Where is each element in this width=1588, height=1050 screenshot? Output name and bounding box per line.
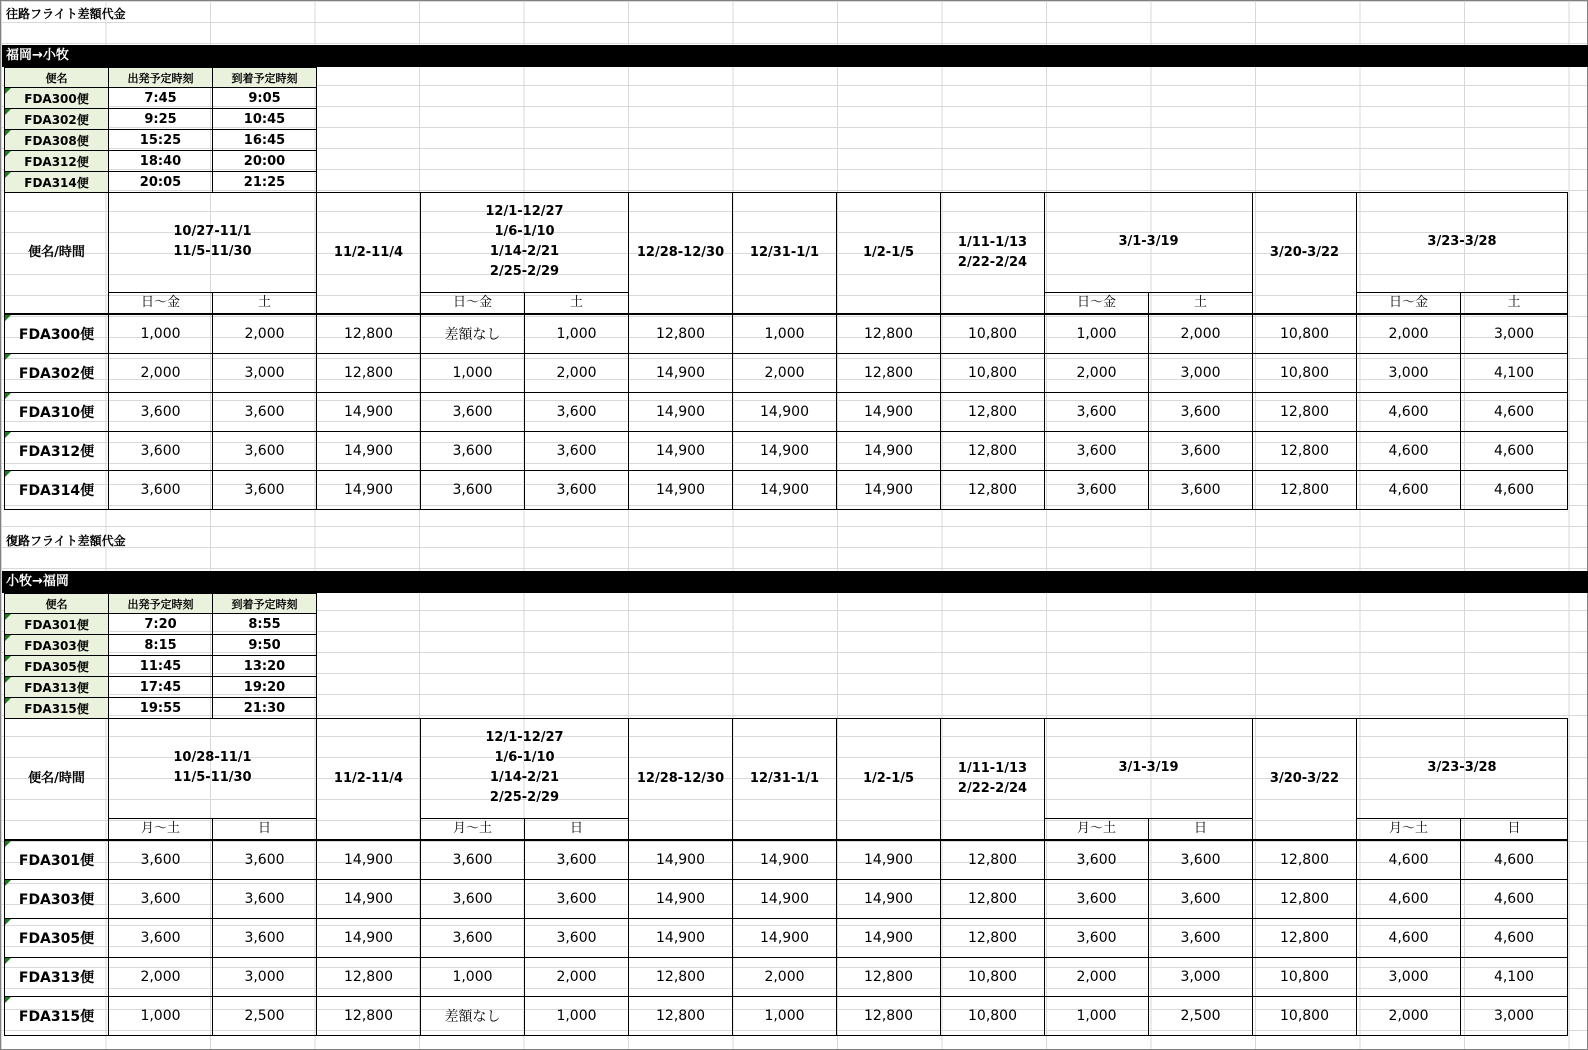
fare-value: 3,600 bbox=[109, 432, 213, 471]
period-header: 3/20-3/22 bbox=[1253, 193, 1357, 315]
fare-value: 3,600 bbox=[1149, 393, 1253, 432]
fare-value: 3,600 bbox=[213, 919, 317, 958]
fare-value: 1,000 bbox=[421, 958, 525, 997]
fare-value: 3,600 bbox=[1045, 471, 1149, 510]
fare-row bbox=[5, 880, 1568, 919]
fare-value: 12,800 bbox=[1253, 471, 1357, 510]
fare-row bbox=[5, 432, 1568, 471]
fare-row bbox=[5, 354, 1568, 393]
fare-value: 3,000 bbox=[1461, 997, 1568, 1036]
fare-flight-name: FDA310便 bbox=[5, 393, 109, 432]
schedule-header: 到着予定時刻 bbox=[213, 68, 317, 88]
fare-flight-name: FDA301便 bbox=[5, 840, 109, 880]
period-header: 12/1-12/27 1/6-1/10 1/14-2/21 2/25-2/29 bbox=[421, 719, 629, 819]
schedule-row bbox=[5, 614, 317, 635]
schedule-row bbox=[5, 656, 317, 677]
day-subheader: 日～金 bbox=[421, 292, 525, 314]
flight-name: FDA308便 bbox=[5, 130, 109, 151]
flight-name: FDA301便 bbox=[5, 614, 109, 635]
day-subheader: 日 bbox=[1149, 818, 1253, 840]
flight-name: FDA300便 bbox=[5, 88, 109, 109]
fare-value: 4,100 bbox=[1461, 354, 1568, 393]
fare-value: 2,000 bbox=[1045, 958, 1149, 997]
fare-value: 3,600 bbox=[525, 432, 629, 471]
day-subheader: 月～土 bbox=[1357, 818, 1461, 840]
flight-name: FDA302便 bbox=[5, 109, 109, 130]
fare-value: 2,000 bbox=[525, 958, 629, 997]
fare-value: 4,600 bbox=[1357, 880, 1461, 919]
flight-name: FDA312便 bbox=[5, 151, 109, 172]
fare-value: 12,800 bbox=[837, 354, 941, 393]
fare-flight-name: FDA305便 bbox=[5, 919, 109, 958]
departure-time: 7:20 bbox=[109, 614, 213, 635]
flight-name: FDA303便 bbox=[5, 635, 109, 656]
fare-value: 14,900 bbox=[733, 880, 837, 919]
fare-value: 1,000 bbox=[1045, 997, 1149, 1036]
schedule-row bbox=[5, 635, 317, 656]
schedule-row bbox=[5, 130, 317, 151]
period-header: 3/1-3/19 bbox=[1045, 193, 1253, 293]
fare-value: 12,800 bbox=[317, 997, 421, 1036]
fare-value: 14,900 bbox=[733, 393, 837, 432]
fare-value: 3,000 bbox=[1149, 354, 1253, 393]
fare-value: 3,600 bbox=[421, 919, 525, 958]
fare-value: 14,900 bbox=[837, 880, 941, 919]
day-subheader: 月～土 bbox=[421, 818, 525, 840]
fare-value: 3,600 bbox=[109, 840, 213, 880]
arrival-time: 19:20 bbox=[213, 677, 317, 698]
fare-value: 1,000 bbox=[109, 314, 213, 354]
fare-value: 1,000 bbox=[525, 997, 629, 1036]
arrival-time: 21:30 bbox=[213, 698, 317, 719]
period-header: 3/20-3/22 bbox=[1253, 719, 1357, 841]
fare-value: 14,900 bbox=[733, 840, 837, 880]
fare-value: 12,800 bbox=[837, 314, 941, 354]
fare-value: 1,000 bbox=[733, 314, 837, 354]
return-schedule-table bbox=[4, 593, 317, 719]
period-header: 12/1-12/27 1/6-1/10 1/14-2/21 2/25-2/29 bbox=[421, 193, 629, 293]
arrival-time: 8:55 bbox=[213, 614, 317, 635]
fare-value: 14,900 bbox=[629, 919, 733, 958]
day-subheader: 月～土 bbox=[109, 818, 213, 840]
fare-row bbox=[5, 840, 1568, 880]
return-route-bar: 小牧→福岡 bbox=[2, 571, 1588, 593]
fare-value: 3,000 bbox=[213, 354, 317, 393]
fare-value: 12,800 bbox=[941, 471, 1045, 510]
fare-value: 14,900 bbox=[629, 840, 733, 880]
flight-name: FDA315便 bbox=[5, 698, 109, 719]
fare-flight-name: FDA314便 bbox=[5, 471, 109, 510]
fare-value: 2,500 bbox=[1149, 997, 1253, 1036]
fare-value: 12,800 bbox=[837, 958, 941, 997]
fare-value: 4,600 bbox=[1357, 919, 1461, 958]
fare-value: 2,000 bbox=[1149, 314, 1253, 354]
fare-flight-name: FDA303便 bbox=[5, 880, 109, 919]
departure-time: 11:45 bbox=[109, 656, 213, 677]
fare-flight-name: FDA302便 bbox=[5, 354, 109, 393]
fare-value: 3,000 bbox=[1461, 314, 1568, 354]
departure-time: 9:25 bbox=[109, 109, 213, 130]
arrival-time: 9:05 bbox=[213, 88, 317, 109]
arrival-time: 20:00 bbox=[213, 151, 317, 172]
fare-value: 3,000 bbox=[1357, 354, 1461, 393]
fare-value: 2,000 bbox=[1357, 314, 1461, 354]
schedule-row bbox=[5, 172, 317, 193]
fare-value: 2,000 bbox=[1045, 354, 1149, 393]
fare-value: 12,800 bbox=[1253, 393, 1357, 432]
fare-value: 10,800 bbox=[941, 958, 1045, 997]
fare-value: 3,600 bbox=[213, 840, 317, 880]
schedule-header: 便名 bbox=[5, 68, 109, 88]
fare-value: 2,000 bbox=[733, 354, 837, 393]
fare-value: 12,800 bbox=[629, 997, 733, 1036]
day-subheader: 土 bbox=[1461, 292, 1568, 314]
flight-name: FDA313便 bbox=[5, 677, 109, 698]
fare-value: 14,900 bbox=[837, 471, 941, 510]
fare-value: 3,600 bbox=[109, 471, 213, 510]
fare-flight-name: FDA313便 bbox=[5, 958, 109, 997]
fare-value: 12,800 bbox=[1253, 840, 1357, 880]
fare-value: 12,800 bbox=[629, 314, 733, 354]
fare-value: 3,600 bbox=[1149, 840, 1253, 880]
day-subheader: 土 bbox=[525, 292, 629, 314]
fare-value: 2,000 bbox=[109, 354, 213, 393]
departure-time: 20:05 bbox=[109, 172, 213, 193]
fare-value: 4,100 bbox=[1461, 958, 1568, 997]
fare-value: 3,600 bbox=[1149, 432, 1253, 471]
fare-row bbox=[5, 919, 1568, 958]
period-header: 12/31-1/1 bbox=[733, 193, 837, 315]
fare-value: 12,800 bbox=[941, 840, 1045, 880]
schedule-header: 便名 bbox=[5, 594, 109, 614]
arrival-time: 13:20 bbox=[213, 656, 317, 677]
fare-value: 4,600 bbox=[1461, 471, 1568, 510]
fare-value: 14,900 bbox=[317, 471, 421, 510]
day-subheader: 土 bbox=[1149, 292, 1253, 314]
fare-value: 1,000 bbox=[525, 314, 629, 354]
arrival-time: 9:50 bbox=[213, 635, 317, 656]
fare-value: 3,600 bbox=[525, 840, 629, 880]
day-subheader: 月～土 bbox=[1045, 818, 1149, 840]
return-title: 復路フライト差額代金 bbox=[6, 534, 126, 548]
departure-time: 15:25 bbox=[109, 130, 213, 151]
fare-value: 2,000 bbox=[733, 958, 837, 997]
fare-value: 14,900 bbox=[837, 432, 941, 471]
fare-value: 12,800 bbox=[629, 958, 733, 997]
period-header: 10/28-11/1 11/5-11/30 bbox=[109, 719, 317, 819]
fare-value: 3,600 bbox=[525, 880, 629, 919]
outbound-schedule-table bbox=[4, 67, 317, 193]
schedule-row bbox=[5, 151, 317, 172]
fare-value: 3,600 bbox=[525, 471, 629, 510]
fare-value: 14,900 bbox=[317, 432, 421, 471]
period-header: 12/28-12/30 bbox=[629, 719, 733, 841]
departure-time: 19:55 bbox=[109, 698, 213, 719]
fare-value: 14,900 bbox=[629, 471, 733, 510]
fare-value: 14,900 bbox=[629, 880, 733, 919]
outbound-route-bar: 福岡→小牧 bbox=[2, 45, 1588, 67]
fare-value: 4,600 bbox=[1461, 840, 1568, 880]
flight-name: FDA305便 bbox=[5, 656, 109, 677]
fare-value: 10,800 bbox=[1253, 354, 1357, 393]
fare-value: 3,600 bbox=[1045, 880, 1149, 919]
fare-flight-name: FDA300便 bbox=[5, 314, 109, 354]
fare-value: 4,600 bbox=[1357, 471, 1461, 510]
fare-value: 12,800 bbox=[941, 880, 1045, 919]
period-header: 11/2-11/4 bbox=[317, 193, 421, 315]
fare-value: 10,800 bbox=[1253, 314, 1357, 354]
fare-value: 14,900 bbox=[629, 432, 733, 471]
fare-value: 4,600 bbox=[1357, 393, 1461, 432]
period-header: 1/2-1/5 bbox=[837, 193, 941, 315]
period-header: 12/31-1/1 bbox=[733, 719, 837, 841]
fare-value: 3,600 bbox=[1149, 919, 1253, 958]
fare-value: 3,600 bbox=[421, 880, 525, 919]
fare-value: 2,500 bbox=[213, 997, 317, 1036]
fare-value: 14,900 bbox=[317, 840, 421, 880]
fare-value: 14,900 bbox=[837, 393, 941, 432]
fare-value: 14,900 bbox=[317, 919, 421, 958]
departure-time: 8:15 bbox=[109, 635, 213, 656]
fare-value: 2,000 bbox=[109, 958, 213, 997]
fare-value: 3,600 bbox=[1149, 880, 1253, 919]
fare-value: 3,600 bbox=[525, 393, 629, 432]
fare-value: 3,600 bbox=[213, 432, 317, 471]
outbound-title: 往路フライト差額代金 bbox=[6, 7, 126, 21]
fare-value: 3,600 bbox=[1045, 919, 1149, 958]
arrival-time: 10:45 bbox=[213, 109, 317, 130]
period-header: 1/2-1/5 bbox=[837, 719, 941, 841]
fare-value: 3,000 bbox=[1357, 958, 1461, 997]
schedule-header: 出発予定時刻 bbox=[109, 594, 213, 614]
fare-value: 3,000 bbox=[1149, 958, 1253, 997]
fare-value: 12,800 bbox=[941, 393, 1045, 432]
fare-value: 3,600 bbox=[1045, 393, 1149, 432]
day-subheader: 日 bbox=[1461, 818, 1568, 840]
period-header: 1/11-1/13 2/22-2/24 bbox=[941, 193, 1045, 315]
fare-value: 14,900 bbox=[317, 393, 421, 432]
fare-row bbox=[5, 997, 1568, 1036]
day-subheader: 日 bbox=[213, 818, 317, 840]
fare-value: 3,600 bbox=[1149, 471, 1253, 510]
fare-value: 14,900 bbox=[317, 880, 421, 919]
fare-value: 4,600 bbox=[1357, 840, 1461, 880]
fare-value: 3,600 bbox=[213, 880, 317, 919]
period-header: 3/23-3/28 bbox=[1357, 193, 1568, 293]
arrival-time: 21:25 bbox=[213, 172, 317, 193]
fare-row bbox=[5, 314, 1568, 354]
fare-value: 4,600 bbox=[1461, 432, 1568, 471]
fare-value: 3,600 bbox=[421, 840, 525, 880]
period-header: 10/27-11/1 11/5-11/30 bbox=[109, 193, 317, 293]
fare-value: 12,800 bbox=[941, 432, 1045, 471]
day-subheader: 日～金 bbox=[1045, 292, 1149, 314]
fare-value: 10,800 bbox=[941, 354, 1045, 393]
fare-value: 12,800 bbox=[317, 314, 421, 354]
fare-value: 3,600 bbox=[109, 919, 213, 958]
day-subheader: 日～金 bbox=[1357, 292, 1461, 314]
fare-value: 4,600 bbox=[1461, 919, 1568, 958]
period-header: 3/1-3/19 bbox=[1045, 719, 1253, 819]
period-header: 1/11-1/13 2/22-2/24 bbox=[941, 719, 1045, 841]
arrival-time: 16:45 bbox=[213, 130, 317, 151]
fare-value: 3,600 bbox=[421, 432, 525, 471]
fare-value: 14,900 bbox=[837, 919, 941, 958]
fare-value: 1,000 bbox=[733, 997, 837, 1036]
departure-time: 17:45 bbox=[109, 677, 213, 698]
fare-value: 1,000 bbox=[421, 354, 525, 393]
period-header: 3/23-3/28 bbox=[1357, 719, 1568, 819]
fare-value: 10,800 bbox=[1253, 958, 1357, 997]
fare-row bbox=[5, 393, 1568, 432]
fare-value: 14,900 bbox=[733, 919, 837, 958]
fare-value: 10,800 bbox=[1253, 997, 1357, 1036]
fare-value: 12,800 bbox=[1253, 432, 1357, 471]
period-header: 11/2-11/4 bbox=[317, 719, 421, 841]
fare-value: 14,900 bbox=[837, 840, 941, 880]
fare-value: 12,800 bbox=[1253, 880, 1357, 919]
schedule-header: 出発予定時刻 bbox=[109, 68, 213, 88]
departure-time: 7:45 bbox=[109, 88, 213, 109]
fare-value: 差額なし bbox=[421, 314, 525, 354]
fare-value: 3,600 bbox=[1045, 840, 1149, 880]
fare-row bbox=[5, 958, 1568, 997]
fare-value: 3,600 bbox=[109, 393, 213, 432]
fare-value: 14,900 bbox=[629, 354, 733, 393]
fare-value: 4,600 bbox=[1461, 393, 1568, 432]
fare-value: 10,800 bbox=[941, 314, 1045, 354]
fare-value: 12,800 bbox=[837, 997, 941, 1036]
fare-value: 12,800 bbox=[317, 958, 421, 997]
fare-corner-header: 便名/時間 bbox=[5, 719, 109, 841]
outbound-fare-table bbox=[4, 192, 1568, 510]
return-fare-table bbox=[4, 718, 1568, 1036]
fare-value: 2,000 bbox=[525, 354, 629, 393]
schedule-header: 到着予定時刻 bbox=[213, 594, 317, 614]
schedule-row bbox=[5, 677, 317, 698]
fare-value: 1,000 bbox=[1045, 314, 1149, 354]
fare-value: 4,600 bbox=[1357, 432, 1461, 471]
fare-value: 差額なし bbox=[421, 997, 525, 1036]
departure-time: 18:40 bbox=[109, 151, 213, 172]
schedule-row bbox=[5, 698, 317, 719]
fare-value: 3,600 bbox=[213, 393, 317, 432]
fare-value: 1,000 bbox=[109, 997, 213, 1036]
fare-flight-name: FDA315便 bbox=[5, 997, 109, 1036]
fare-value: 14,900 bbox=[733, 432, 837, 471]
fare-value: 3,600 bbox=[421, 471, 525, 510]
fare-value: 4,600 bbox=[1461, 880, 1568, 919]
fare-value: 14,900 bbox=[733, 471, 837, 510]
fare-value: 2,000 bbox=[213, 314, 317, 354]
fare-flight-name: FDA312便 bbox=[5, 432, 109, 471]
schedule-row bbox=[5, 109, 317, 130]
fare-row bbox=[5, 471, 1568, 510]
day-subheader: 日 bbox=[525, 818, 629, 840]
day-subheader: 土 bbox=[213, 292, 317, 314]
period-header: 12/28-12/30 bbox=[629, 193, 733, 315]
flight-name: FDA314便 bbox=[5, 172, 109, 193]
fare-value: 2,000 bbox=[1357, 997, 1461, 1036]
fare-value: 12,800 bbox=[941, 919, 1045, 958]
fare-value: 12,800 bbox=[317, 354, 421, 393]
fare-value: 12,800 bbox=[1253, 919, 1357, 958]
fare-value: 10,800 bbox=[941, 997, 1045, 1036]
fare-value: 3,600 bbox=[1045, 432, 1149, 471]
schedule-row bbox=[5, 88, 317, 109]
fare-value: 3,600 bbox=[421, 393, 525, 432]
fare-value: 3,600 bbox=[109, 880, 213, 919]
fare-value: 14,900 bbox=[629, 393, 733, 432]
fare-corner-header: 便名/時間 bbox=[5, 193, 109, 315]
fare-value: 3,600 bbox=[525, 919, 629, 958]
fare-value: 3,600 bbox=[213, 471, 317, 510]
fare-value: 3,000 bbox=[213, 958, 317, 997]
day-subheader: 日～金 bbox=[109, 292, 213, 314]
